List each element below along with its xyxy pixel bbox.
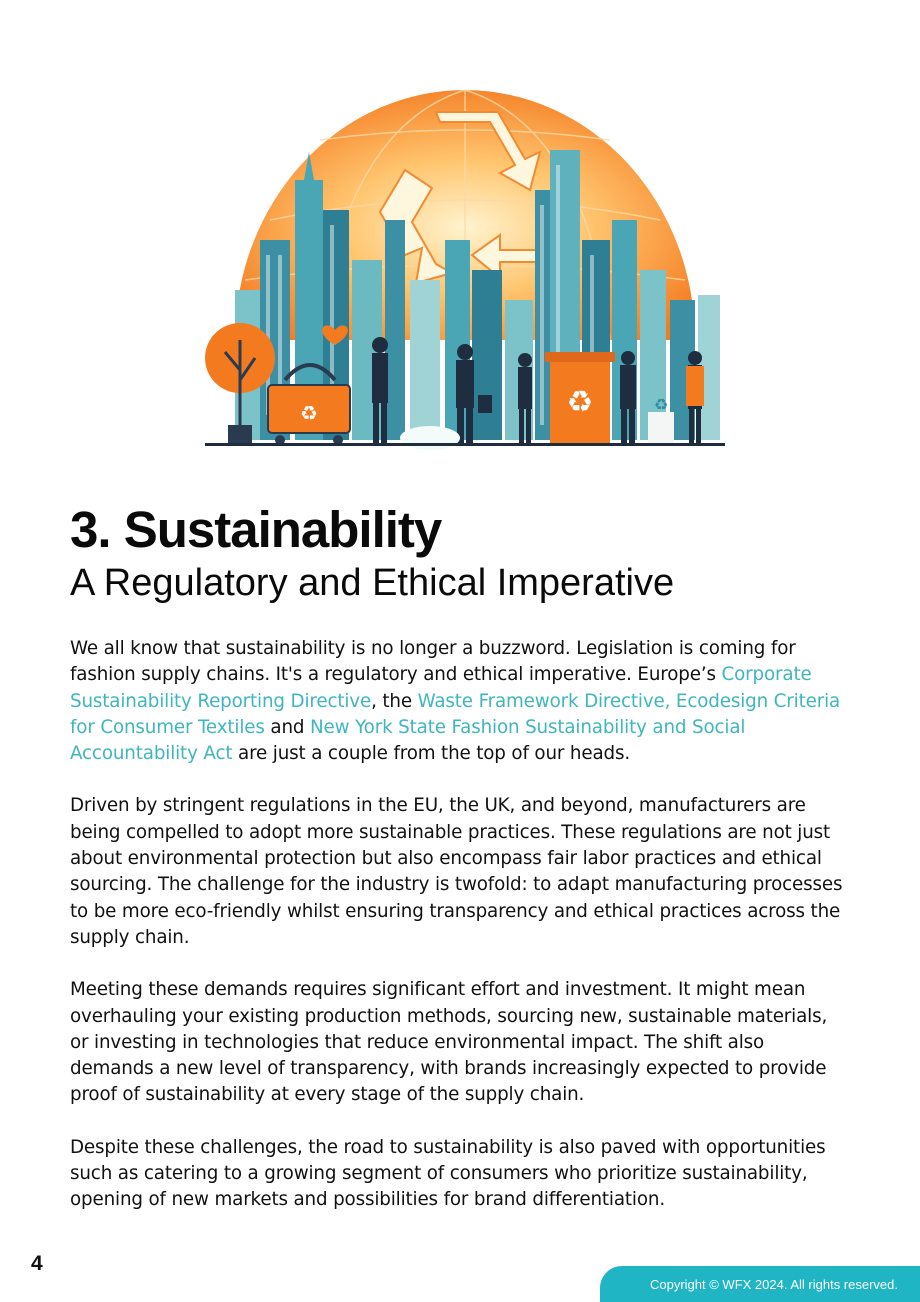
page-title: 3. Sustainability bbox=[70, 501, 442, 558]
cloud-shape bbox=[400, 426, 460, 450]
link-csrd[interactable]: Corporate Sustainability Reporting Directive bbox=[70, 664, 812, 712]
page-number: 4 bbox=[31, 1252, 43, 1275]
paragraph-text: and bbox=[264, 716, 310, 738]
body-text bbox=[70, 636, 850, 1240]
person-orange-shirt bbox=[686, 366, 704, 406]
link-ny-fashion-act[interactable]: New York State Fashion Sustainability and Social Accountability Act bbox=[70, 716, 746, 765]
paragraph-text: are just a couple from the top of our heads. bbox=[232, 743, 630, 765]
copyright-text: Copyright © WFX 2024. All rights reserved. bbox=[649, 1276, 898, 1292]
paragraph-driven: Driven by stringent regulations in the EU, the UK, and beyond, manufacturers are being compelled to adopt more sustainable practices. These regulations are not just about environmental protection but also encompass fair labor practices and ethical sourcing. The challenge for the industry is twofold: to adapt manufacturing processes to be more eco-friendly whilst ensuring transparency and ethical practices across the supply chain. bbox=[70, 795, 843, 948]
link-waste-framework[interactable]: Waste Framework Directive, Ecodesign Criteria for Consumer Textiles bbox=[70, 690, 841, 738]
section-heading bbox=[70, 500, 850, 606]
svg-text:♻: ♻ bbox=[566, 385, 594, 420]
paragraph-meeting-demands: Meeting these demands requires significant effort and investment. It might mean overhauling your existing production methods, sourcing new, sustainable materials, or investing in technologies that reduce environmental impact. The shift also demands a new level of transparency, with brands increasingly expected to provide proof of sustainability at every stage of the supply chain. bbox=[70, 979, 828, 1106]
svg-text:♻: ♻ bbox=[653, 395, 669, 414]
paragraph-opportunities: Despite these challenges, the road to sustainability is also paved with opportunities such as catering to a growing segment of consumers who prioritize sustainability, opening of new markets and possibilities for brand differentiation. bbox=[70, 1136, 826, 1211]
svg-text:♻: ♻ bbox=[300, 401, 318, 425]
paragraph-text: , the bbox=[371, 690, 418, 712]
paragraph-regulations bbox=[70, 636, 850, 767]
ground-line bbox=[205, 443, 725, 446]
paragraph-text: We all know that sustainability is no longer a buzzword. Legislation is coming for fashion supply chains. It's a regulatory and ethical imperative. Europe’s bbox=[70, 638, 796, 686]
page-subtitle: A Regulatory and Ethical Imperative bbox=[70, 562, 675, 604]
recycling-city-illustration bbox=[200, 40, 730, 450]
footer-bar bbox=[600, 1266, 920, 1302]
recycle-bin-icon bbox=[545, 352, 615, 444]
